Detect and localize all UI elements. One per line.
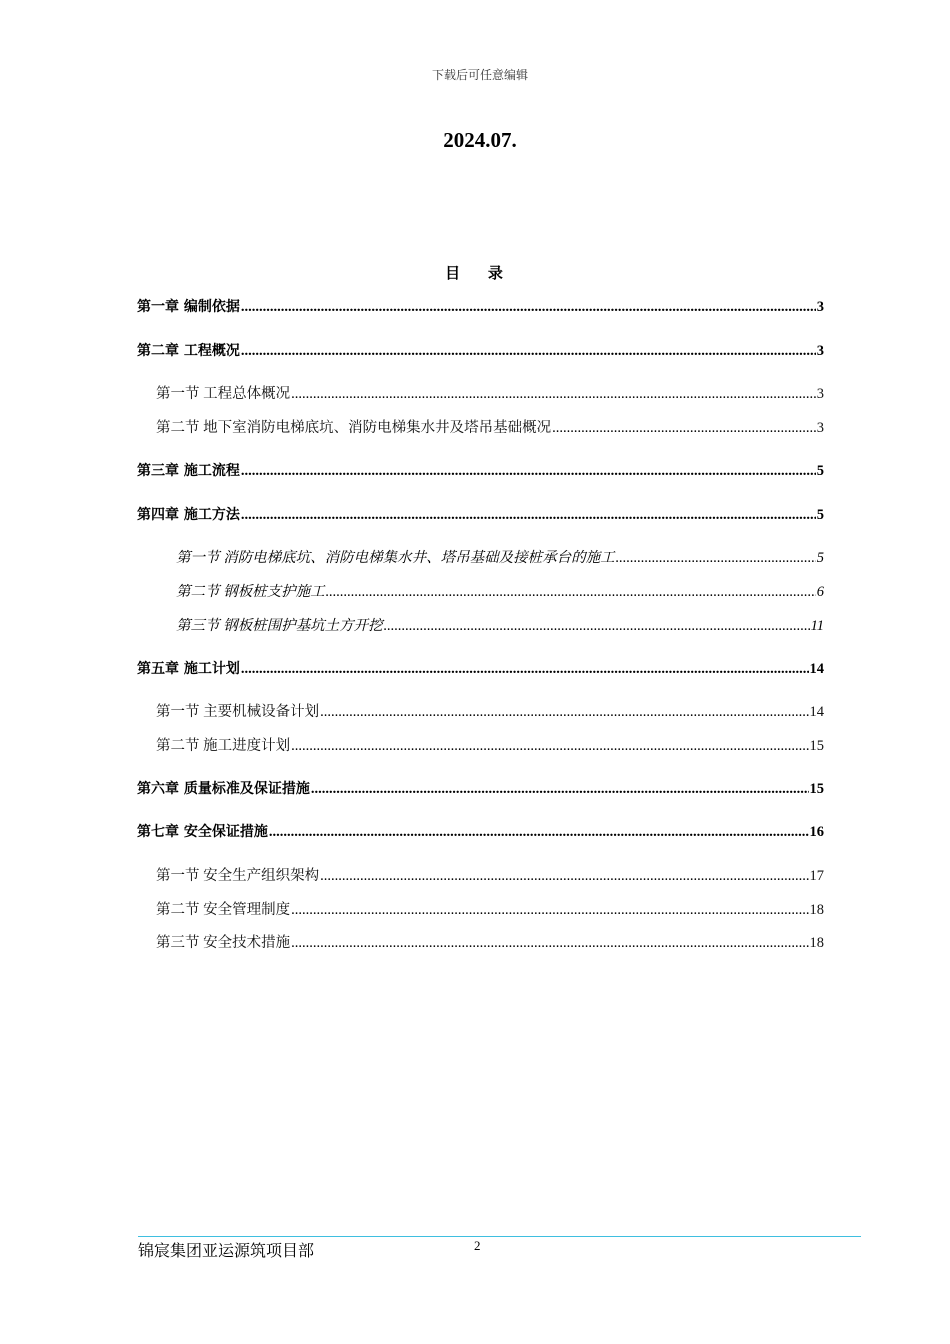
toc-entry-label: 第三节 钢板桩围护基坑土方开挖 <box>176 618 383 634</box>
toc-entry-page: 17 <box>809 868 824 884</box>
toc-entry-page: 15 <box>809 781 824 797</box>
toc-dot-leader <box>311 779 809 799</box>
toc-entry-page: 3 <box>816 386 824 402</box>
toc-entry-section-5-1[interactable] <box>156 702 824 722</box>
toc-entry-label: 第三节 安全技术措施 <box>156 935 291 951</box>
toc-entry-page: 5 <box>816 550 824 566</box>
toc-entry-page: 3 <box>816 343 824 359</box>
toc-dot-leader <box>320 702 808 722</box>
toc-entry-page: 18 <box>809 902 824 918</box>
toc-entry-page: 3 <box>816 420 824 436</box>
toc-dot-leader <box>384 616 810 636</box>
toc-dot-leader <box>241 297 816 317</box>
toc-entry-label: 第六章 质量标准及保证措施 <box>137 781 310 797</box>
toc-entry-chapter-1[interactable] <box>137 297 824 317</box>
toc-entry-page: 14 <box>809 704 824 720</box>
toc-entry-chapter-5[interactable] <box>137 659 824 679</box>
document-date: 2024.07. <box>443 128 517 152</box>
toc-entry-section-7-3[interactable] <box>156 933 824 953</box>
toc-dot-leader <box>241 461 816 481</box>
toc-entry-label: 第二章 工程概况 <box>137 343 240 359</box>
toc-entry-page: 6 <box>816 584 824 600</box>
toc-entry-page: 16 <box>809 824 824 840</box>
toc-entry-section-4-3[interactable] <box>176 616 824 636</box>
toc-entry-label: 第三章 施工流程 <box>137 463 240 479</box>
toc-dot-leader <box>291 933 808 953</box>
toc-entry-section-4-1[interactable] <box>176 548 824 568</box>
toc-dot-leader <box>241 505 816 525</box>
toc-dot-leader <box>326 582 816 602</box>
toc-entry-label: 第一章 编制依据 <box>137 299 240 315</box>
footer-organization: 锦宸集团亚运源筑项目部 <box>138 1243 315 1260</box>
toc-entry-page: 5 <box>816 463 824 479</box>
toc-entry-page: 11 <box>810 618 824 634</box>
toc-entry-label: 第一节 消防电梯底坑、消防电梯集水井、塔吊基础及接桩承台的施工 <box>176 550 615 566</box>
toc-entry-section-4-2[interactable] <box>176 582 824 602</box>
toc-entry-page: 15 <box>809 738 824 754</box>
toc-dot-leader <box>291 900 808 920</box>
toc-entry-label: 第五章 施工计划 <box>137 661 240 677</box>
toc-entry-page: 14 <box>809 661 824 677</box>
toc-entry-label: 第二节 施工进度计划 <box>156 738 291 754</box>
toc-entry-section-5-2[interactable] <box>156 736 824 756</box>
toc-entry-chapter-4[interactable] <box>137 505 824 525</box>
toc-entry-label: 第一节 主要机械设备计划 <box>156 704 320 720</box>
toc-title: 目 录 <box>445 266 515 282</box>
toc-entry-label: 第一节 工程总体概况 <box>156 386 291 402</box>
toc-entry-section-7-1[interactable] <box>156 866 824 886</box>
toc-dot-leader <box>320 866 808 886</box>
toc-entry-chapter-2[interactable] <box>137 341 824 361</box>
toc-entry-label: 第二节 地下室消防电梯底坑、消防电梯集水井及塔吊基础概况 <box>156 420 552 436</box>
toc-entry-label: 第二节 安全管理制度 <box>156 902 291 918</box>
toc-dot-leader <box>291 736 808 756</box>
toc-entry-chapter-3[interactable] <box>137 461 824 481</box>
footer-rule <box>138 1236 861 1237</box>
toc-dot-leader <box>552 418 816 438</box>
toc-entry-section-7-2[interactable] <box>156 900 824 920</box>
toc-entry-page: 5 <box>816 507 824 523</box>
footer-page-number: 2 <box>474 1238 481 1253</box>
toc-dot-leader <box>269 822 809 842</box>
toc-entry-page: 18 <box>809 935 824 951</box>
toc-entry-label: 第七章 安全保证措施 <box>137 824 268 840</box>
toc-dot-leader <box>241 659 809 679</box>
toc-entry-chapter-6[interactable] <box>137 779 824 799</box>
toc-dot-leader <box>616 548 816 568</box>
toc-entry-label: 第四章 施工方法 <box>137 507 240 523</box>
toc-entry-label: 第二节 钢板桩支护施工 <box>176 584 325 600</box>
toc-entry-label: 第一节 安全生产组织架构 <box>156 868 320 884</box>
toc-entry-page: 3 <box>816 299 824 315</box>
toc-entry-section-2-2[interactable] <box>156 418 824 438</box>
toc-dot-leader <box>291 384 816 404</box>
toc-dot-leader <box>241 341 816 361</box>
header-note: 下载后可任意编辑 <box>431 68 528 82</box>
toc-entry-chapter-7[interactable] <box>137 822 824 842</box>
toc-entry-section-2-1[interactable] <box>156 384 824 404</box>
